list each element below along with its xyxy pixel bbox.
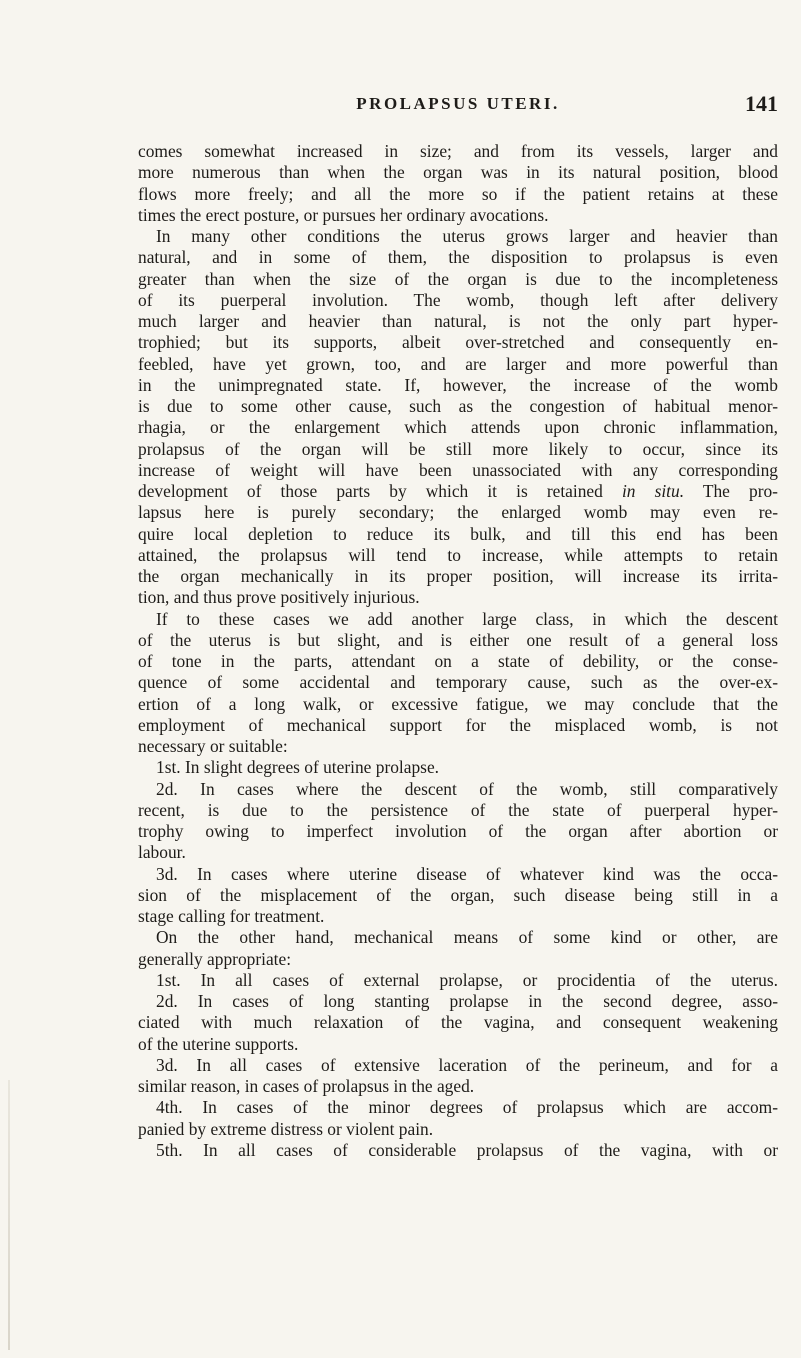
text-line: recent, is due to the persistence of the state of puerperal hyper- <box>138 799 778 820</box>
text-line: stage calling for treatment. <box>138 906 325 926</box>
text-line: quire local depletion to reduce its bulk, and till this end has been <box>138 523 778 544</box>
text-line: lapsus here is purely secondary; the enlarged womb may even re- <box>138 502 778 523</box>
text-line: tion, and thus prove positively injurious. <box>138 587 420 608</box>
page-edge-shadow <box>8 1080 10 1350</box>
text-line-with-italic <box>138 481 778 502</box>
text-line: panied by extreme distress or violent pain. <box>138 1118 434 1139</box>
text-segment: The pro- <box>702 481 778 501</box>
page-number: 141 <box>745 91 778 116</box>
text-line: ertion of a long walk, or excessive fatigue, we may conclude that the <box>138 693 778 714</box>
text-line: times the erect posture, or pursues her ordinary avocations. <box>138 204 549 225</box>
text-line: similar reason, in cases of prolapsus in the aged. <box>138 1076 475 1096</box>
text-line: of the uterine supports. <box>138 1033 299 1054</box>
text-line: 3d. In cases where uterine disease of whatever kind was the occa- <box>156 863 778 884</box>
text-line: rhagia, or the enlargement which attends upon chronic inflammation, <box>138 417 778 438</box>
text-line: greater than when the size of the organ is due to the incompleteness <box>138 268 778 289</box>
text-line: ciated with much relaxation of the vagina, and consequent weakening <box>138 1012 778 1033</box>
text-line: 2d. In cases of long stanting prolapse in the second degree, asso- <box>156 991 778 1011</box>
text-line: of the uterus is but slight, and is either one result of a general loss <box>138 629 778 650</box>
text-line: attained, the prolapsus will tend to increase, while attempts to retain <box>138 544 778 565</box>
text-line: feebled, have yet grown, too, and are larger and more powerful than <box>138 353 778 374</box>
running-head: PROLAPSUS UTERI. <box>356 94 560 113</box>
text-line: 1st. In slight degrees of uterine prolapse. <box>156 757 440 778</box>
page-header <box>138 91 778 120</box>
text-line: employment of mechanical support for the misplaced womb, is not <box>138 714 778 735</box>
text-line: 2d. In cases where the descent of the womb, still comparatively <box>156 778 778 799</box>
text-line: 3d. In all cases of extensive laceration of the perineum, and for a <box>156 1054 778 1075</box>
text-line: 5th. In all cases of considerable prolapsus of the vagina, with or <box>156 1139 778 1160</box>
text-line: in the unimpregnated state. If, however, the increase of the womb <box>138 374 778 395</box>
text-line: of tone in the parts, attendant on a state of debility, or the conse- <box>138 651 778 671</box>
text-line: On the other hand, mechanical means of some kind or other, are <box>156 927 778 948</box>
text-line: 4th. In cases of the minor degrees of prolapsus which are accom- <box>156 1097 778 1118</box>
text-line: is due to some other cause, such as the congestion of habitual menor- <box>138 396 778 416</box>
text-line: necessary or suitable: <box>138 736 288 756</box>
text-line: generally appropriate: <box>138 948 292 969</box>
text-line: much larger and heavier than natural, is not the only part hyper- <box>138 311 778 331</box>
text-line: more numerous than when the organ was in its natural position, blood <box>138 162 778 183</box>
text-line: quence of some accidental and temporary cause, such as the over-ex- <box>138 672 778 693</box>
text-line: labour. <box>138 842 186 863</box>
text-line: sion of the misplacement of the organ, such disease being still in a <box>138 884 778 905</box>
text-line: of its puerperal involution. The womb, though left after delivery <box>138 289 778 310</box>
text-line: trophy owing to imperfect involution of the organ after abortion or <box>138 821 778 841</box>
italic-phrase: in situ. <box>621 481 685 501</box>
text-line: the organ mechanically in its proper position, will increase its irrita- <box>138 566 778 586</box>
text-line: 1st. In all cases of external prolapse, or procidentia of the uterus. <box>156 969 778 990</box>
body-text <box>138 141 778 1161</box>
text-line: In many other conditions the uterus grows larger and heavier than <box>156 226 778 246</box>
text-line: natural, and in some of them, the disposition to prolapsus is even <box>138 247 778 268</box>
text-line: comes somewhat increased in size; and from its vessels, larger and <box>138 141 778 161</box>
text-line: flows more freely; and all the more so if the patient retains at these <box>138 183 778 204</box>
text-line: If to these cases we add another large class, in which the descent <box>156 608 778 629</box>
text-segment: development of those parts by which it is retained <box>138 481 603 501</box>
text-line: prolapsus of the organ will be still more likely to occur, since its <box>138 438 778 459</box>
text-line: increase of weight will have been unassociated with any corresponding <box>138 459 778 480</box>
text-line: trophied; but its supports, albeit over-stretched and consequently en- <box>138 332 778 353</box>
